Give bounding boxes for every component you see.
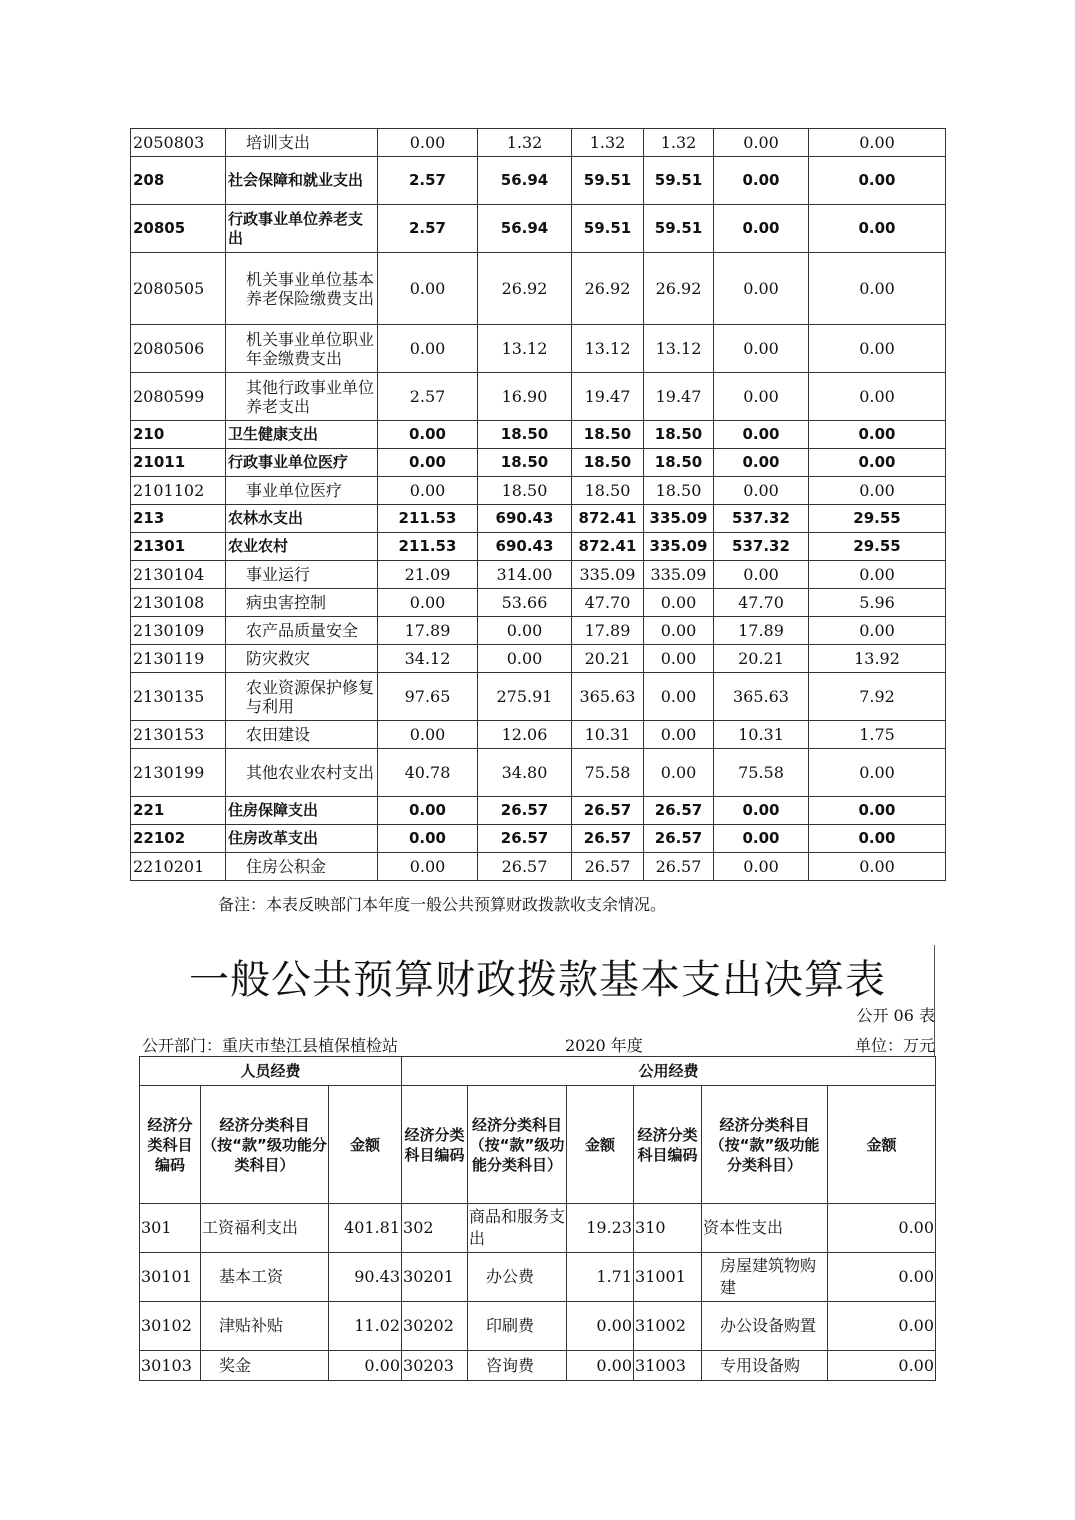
cell-code: 30202 [402,1302,468,1351]
row-name: 卫生健康支出 [226,421,378,449]
table-row [140,1253,936,1302]
table-row [131,505,946,533]
row-value: 0.00 [809,797,946,825]
cell-name: 专用设备购 [702,1351,828,1381]
row-code: 2080506 [131,325,226,373]
row-value: 335.09 [572,561,644,589]
row-value: 0.00 [378,589,478,617]
cell-code: 31001 [634,1253,702,1302]
row-value: 40.78 [378,749,478,797]
row-name: 住房保障支出 [226,797,378,825]
row-value: 18.50 [644,449,714,477]
table-row [131,533,946,561]
row-value: 211.53 [378,533,478,561]
row-value: 0.00 [714,157,809,205]
row-value: 34.12 [378,645,478,673]
row-value: 0.00 [809,421,946,449]
col-name-3: 经济分类科目（按“款”级功能分类科目） [702,1086,828,1204]
col-code-2: 经济分类科目编码 [402,1086,468,1204]
row-value: 97.65 [378,673,478,721]
row-value: 335.09 [644,505,714,533]
row-name: 机关事业单位基本养老保险缴费支出 [226,253,378,325]
row-value: 18.50 [478,477,572,505]
row-value: 0.00 [809,157,946,205]
row-code: 2130119 [131,645,226,673]
row-value: 537.32 [714,533,809,561]
row-value: 314.00 [478,561,572,589]
col-amount-3: 金额 [828,1086,936,1204]
row-code: 21301 [131,533,226,561]
row-value: 0.00 [809,205,946,253]
cell-amount: 11.02 [329,1302,402,1351]
row-name: 住房公积金 [226,853,378,881]
row-value: 0.00 [378,853,478,881]
row-value: 29.55 [809,533,946,561]
row-value: 59.51 [572,157,644,205]
row-value: 0.00 [378,449,478,477]
row-value: 0.00 [809,853,946,881]
row-value: 0.00 [809,253,946,325]
cell-amount: 401.81 [329,1204,402,1253]
row-value: 211.53 [378,505,478,533]
table-row [131,589,946,617]
cell-amount: 19.23 [567,1204,634,1253]
row-value: 0.00 [714,129,809,157]
cell-amount: 0.00 [329,1351,402,1381]
row-value: 26.57 [572,797,644,825]
cell-code: 30201 [402,1253,468,1302]
table-number: 公开 06 表 [856,1006,935,1025]
page-title: 一般公共预算财政拨款基本支出决算表 [189,957,886,1003]
row-value: 0.00 [644,645,714,673]
row-value: 0.00 [809,825,946,853]
table-row [131,477,946,505]
row-value: 29.55 [809,505,946,533]
cell-name: 奖金 [201,1351,329,1381]
row-value: 275.91 [478,673,572,721]
row-value: 59.51 [644,205,714,253]
row-name: 社会保障和就业支出 [226,157,378,205]
row-value: 75.58 [572,749,644,797]
group-personnel: 人员经费 [140,1057,402,1086]
row-value: 12.06 [478,721,572,749]
table-row [131,205,946,253]
row-value: 0.00 [809,617,946,645]
row-code: 2130199 [131,749,226,797]
table-row [131,449,946,477]
row-name: 住房改革支出 [226,825,378,853]
row-value: 47.70 [714,589,809,617]
row-value: 20.21 [714,645,809,673]
cell-name: 印刷费 [468,1302,567,1351]
row-value: 18.50 [644,477,714,505]
group-header-row [140,1057,936,1086]
table-row [131,673,946,721]
row-code: 2080505 [131,253,226,325]
col-amount-1: 金额 [329,1086,402,1204]
cell-code: 31003 [634,1351,702,1381]
table-row [140,1204,936,1253]
row-value: 18.50 [572,421,644,449]
cell-amount: 0.00 [828,1204,936,1253]
row-value: 0.00 [378,129,478,157]
row-value: 17.89 [714,617,809,645]
row-name: 行政事业单位医疗 [226,449,378,477]
cell-name: 办公费 [468,1253,567,1302]
row-value: 10.31 [572,721,644,749]
row-value: 0.00 [809,561,946,589]
row-name: 农业农村 [226,533,378,561]
table-row [131,797,946,825]
row-value: 0.00 [714,373,809,421]
row-value: 0.00 [714,561,809,589]
row-code: 2130153 [131,721,226,749]
row-value: 26.57 [478,853,572,881]
row-value: 53.66 [478,589,572,617]
table-row [131,825,946,853]
row-value: 0.00 [714,253,809,325]
row-value: 7.92 [809,673,946,721]
row-value: 1.32 [572,129,644,157]
row-value: 0.00 [714,825,809,853]
row-value: 0.00 [714,449,809,477]
row-code: 2130104 [131,561,226,589]
cell-code: 31002 [634,1302,702,1351]
cell-name: 津贴补贴 [201,1302,329,1351]
row-code: 2130109 [131,617,226,645]
row-value: 0.00 [809,749,946,797]
col-name-2: 经济分类科目（按“款”级功能分类科目） [468,1086,567,1204]
row-code: 210 [131,421,226,449]
table-row [131,325,946,373]
table-row [131,617,946,645]
cell-amount: 90.43 [329,1253,402,1302]
row-code: 2210201 [131,853,226,881]
table-row [131,645,946,673]
row-value: 26.57 [572,825,644,853]
row-value: 34.80 [478,749,572,797]
basic-expenditure-table [139,1056,936,1381]
row-value: 0.00 [378,325,478,373]
row-name: 农业资源保护修复与利用 [226,673,378,721]
row-name: 其他行政事业单位养老支出 [226,373,378,421]
row-value: 0.00 [644,749,714,797]
row-code: 20805 [131,205,226,253]
row-value: 75.58 [714,749,809,797]
row-value: 26.57 [478,797,572,825]
cell-name: 办公设备购置 [702,1302,828,1351]
cell-code: 30203 [402,1351,468,1381]
row-value: 0.00 [378,253,478,325]
row-value: 0.00 [478,645,572,673]
row-value: 0.00 [378,477,478,505]
row-value: 0.00 [809,325,946,373]
row-value: 59.51 [644,157,714,205]
row-name: 农林水支出 [226,505,378,533]
row-value: 0.00 [644,673,714,721]
row-value: 0.00 [714,205,809,253]
row-value: 872.41 [572,505,644,533]
row-code: 2130108 [131,589,226,617]
row-value: 0.00 [809,129,946,157]
row-value: 21.09 [378,561,478,589]
cell-name: 房屋建筑物购建 [702,1253,828,1302]
cell-name: 工资福利支出 [201,1204,329,1253]
row-code: 21011 [131,449,226,477]
row-value: 26.57 [644,853,714,881]
row-name: 培训支出 [226,129,378,157]
table-row [131,253,946,325]
row-value: 26.92 [644,253,714,325]
row-name: 事业单位医疗 [226,477,378,505]
row-value: 0.00 [644,589,714,617]
row-code: 213 [131,505,226,533]
row-value: 59.51 [572,205,644,253]
table-row [131,373,946,421]
row-value: 13.12 [478,325,572,373]
row-value: 1.32 [644,129,714,157]
row-value: 13.12 [644,325,714,373]
row-value: 17.89 [572,617,644,645]
row-value: 26.57 [478,825,572,853]
row-value: 335.09 [644,561,714,589]
column-header-row [140,1086,936,1204]
table-note: 备注：本表反映部门本年度一般公共预算财政拨款收支余情况。 [218,895,667,914]
row-value: 0.00 [714,853,809,881]
cell-amount: 0.00 [828,1351,936,1381]
cell-code: 30101 [140,1253,201,1302]
col-amount-2: 金额 [567,1086,634,1204]
row-value: 26.92 [478,253,572,325]
row-value: 20.21 [572,645,644,673]
row-value: 0.00 [809,477,946,505]
row-value: 0.00 [809,449,946,477]
row-value: 17.89 [378,617,478,645]
row-value: 5.96 [809,589,946,617]
row-value: 0.00 [714,477,809,505]
row-code: 2080599 [131,373,226,421]
cell-amount: 0.00 [828,1302,936,1351]
row-value: 10.31 [714,721,809,749]
row-name: 防灾救灾 [226,645,378,673]
row-value: 1.32 [478,129,572,157]
row-value: 19.47 [644,373,714,421]
col-code-1: 经济分类科目编码 [140,1086,201,1204]
table-row [131,421,946,449]
row-value: 13.12 [572,325,644,373]
row-code: 208 [131,157,226,205]
cell-amount: 0.00 [567,1302,634,1351]
cell-code: 301 [140,1204,201,1253]
table-row [131,129,946,157]
table-row [131,157,946,205]
row-value: 1.75 [809,721,946,749]
row-value: 16.90 [478,373,572,421]
table-row [131,561,946,589]
cell-code: 30102 [140,1302,201,1351]
col-name-1: 经济分类科目（按“款”级功能分类科目） [201,1086,329,1204]
row-value: 0.00 [714,325,809,373]
table-row [140,1302,936,1351]
row-value: 18.50 [478,449,572,477]
row-value: 47.70 [572,589,644,617]
row-value: 335.09 [644,533,714,561]
row-value: 56.94 [478,157,572,205]
row-value: 0.00 [378,721,478,749]
year-label: 2020 年度 [565,1036,643,1055]
table-row [131,749,946,797]
row-value: 2.57 [378,157,478,205]
row-code: 2130135 [131,673,226,721]
row-code: 22102 [131,825,226,853]
group-public: 公用经费 [402,1057,936,1086]
row-value: 26.57 [572,853,644,881]
row-value: 0.00 [478,617,572,645]
table-row [131,853,946,881]
col-code-3: 经济分类科目编码 [634,1086,702,1204]
row-value: 2.57 [378,205,478,253]
row-value: 0.00 [714,797,809,825]
row-value: 872.41 [572,533,644,561]
table-row [140,1351,936,1381]
row-value: 690.43 [478,533,572,561]
row-value: 26.92 [572,253,644,325]
row-value: 365.63 [572,673,644,721]
row-name: 农产品质量安全 [226,617,378,645]
row-value: 19.47 [572,373,644,421]
row-value: 690.43 [478,505,572,533]
row-value: 2.57 [378,373,478,421]
row-name: 其他农业农村支出 [226,749,378,797]
row-value: 26.57 [644,797,714,825]
row-name: 病虫害控制 [226,589,378,617]
row-value: 0.00 [378,797,478,825]
row-value: 13.92 [809,645,946,673]
cell-amount: 0.00 [567,1351,634,1381]
cell-name: 基本工资 [201,1253,329,1302]
cell-amount: 0.00 [828,1253,936,1302]
row-value: 26.57 [644,825,714,853]
department-label: 公开部门：重庆市垫江县植保植检站 [142,1036,399,1055]
row-name: 农田建设 [226,721,378,749]
table-row [131,721,946,749]
row-name: 行政事业单位养老支出 [226,205,378,253]
cell-name: 商品和服务支出 [468,1204,567,1253]
cell-code: 30103 [140,1351,201,1381]
row-code: 2101102 [131,477,226,505]
cell-code: 310 [634,1204,702,1253]
unit-label: 单位：万元 [854,1036,935,1055]
cell-name: 咨询费 [468,1351,567,1381]
row-value: 0.00 [809,373,946,421]
row-name: 机关事业单位职业年金缴费支出 [226,325,378,373]
row-value: 18.50 [572,449,644,477]
row-value: 0.00 [644,721,714,749]
row-value: 18.50 [644,421,714,449]
row-value: 0.00 [644,617,714,645]
row-code: 2050803 [131,129,226,157]
row-code: 221 [131,797,226,825]
cell-name: 资本性支出 [702,1204,828,1253]
row-value: 0.00 [714,421,809,449]
row-value: 537.32 [714,505,809,533]
row-value: 0.00 [378,825,478,853]
row-value: 56.94 [478,205,572,253]
row-value: 18.50 [572,477,644,505]
row-name: 事业运行 [226,561,378,589]
cell-amount: 1.71 [567,1253,634,1302]
row-value: 18.50 [478,421,572,449]
expenditure-table [130,128,946,881]
row-value: 365.63 [714,673,809,721]
cell-code: 302 [402,1204,468,1253]
row-value: 0.00 [378,421,478,449]
